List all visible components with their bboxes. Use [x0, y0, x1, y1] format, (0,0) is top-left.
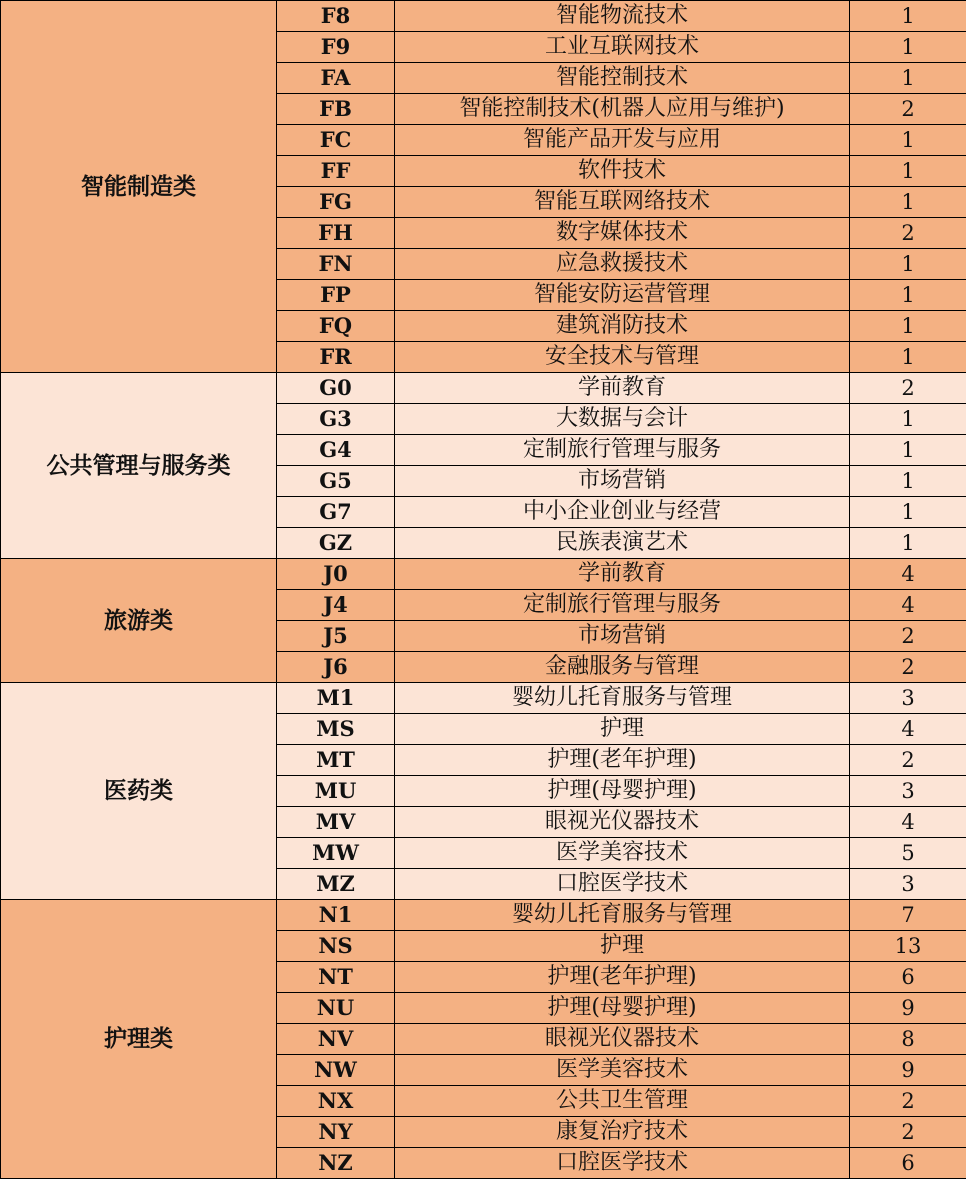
major-cell: 口腔医学技术 — [395, 869, 850, 900]
count-cell: 1 — [850, 63, 966, 94]
category-cell: 旅游类 — [1, 559, 277, 683]
major-cell: 康复治疗技术 — [395, 1117, 850, 1148]
code-cell: MV — [277, 807, 395, 838]
code-cell: G5 — [277, 466, 395, 497]
major-cell: 智能控制技术 — [395, 63, 850, 94]
code-cell: FP — [277, 280, 395, 311]
count-cell: 6 — [850, 962, 966, 993]
code-cell: FF — [277, 156, 395, 187]
code-cell: FH — [277, 218, 395, 249]
count-cell: 1 — [850, 528, 966, 559]
category-cell: 智能制造类 — [1, 1, 277, 373]
major-cell: 智能安防运营管理 — [395, 280, 850, 311]
code-cell: NV — [277, 1024, 395, 1055]
major-cell: 定制旅行管理与服务 — [395, 590, 850, 621]
count-cell: 8 — [850, 1024, 966, 1055]
major-cell: 智能互联网络技术 — [395, 187, 850, 218]
major-cell: 婴幼儿托育服务与管理 — [395, 900, 850, 931]
count-cell: 4 — [850, 807, 966, 838]
major-cell: 智能物流技术 — [395, 1, 850, 32]
major-cell: 建筑消防技术 — [395, 311, 850, 342]
count-cell: 1 — [850, 497, 966, 528]
code-cell: FA — [277, 63, 395, 94]
major-cell: 护理(母婴护理) — [395, 776, 850, 807]
major-cell: 民族表演艺术 — [395, 528, 850, 559]
major-cell: 护理 — [395, 931, 850, 962]
count-cell: 13 — [850, 931, 966, 962]
major-cell: 眼视光仪器技术 — [395, 1024, 850, 1055]
major-cell: 医学美容技术 — [395, 838, 850, 869]
category-cell: 公共管理与服务类 — [1, 373, 277, 559]
count-cell: 2 — [850, 1117, 966, 1148]
code-cell: F9 — [277, 32, 395, 63]
code-cell: G0 — [277, 373, 395, 404]
major-cell: 智能控制技术(机器人应用与维护) — [395, 94, 850, 125]
count-cell: 2 — [850, 745, 966, 776]
count-cell: 1 — [850, 125, 966, 156]
count-cell: 1 — [850, 1, 966, 32]
count-cell: 2 — [850, 373, 966, 404]
major-cell: 软件技术 — [395, 156, 850, 187]
table-row — [1, 373, 966, 404]
count-cell: 2 — [850, 652, 966, 683]
code-cell: NW — [277, 1055, 395, 1086]
major-cell: 学前教育 — [395, 373, 850, 404]
code-cell: FG — [277, 187, 395, 218]
count-cell: 7 — [850, 900, 966, 931]
table-row — [1, 683, 966, 714]
category-cell: 护理类 — [1, 900, 277, 1179]
count-cell: 1 — [850, 311, 966, 342]
code-cell: NX — [277, 1086, 395, 1117]
major-cell: 护理(母婴护理) — [395, 993, 850, 1024]
code-cell: FC — [277, 125, 395, 156]
code-cell: G7 — [277, 497, 395, 528]
major-cell: 智能产品开发与应用 — [395, 125, 850, 156]
code-cell: FQ — [277, 311, 395, 342]
major-cell: 公共卫生管理 — [395, 1086, 850, 1117]
count-cell: 1 — [850, 187, 966, 218]
major-cell: 应急救援技术 — [395, 249, 850, 280]
major-cell: 护理(老年护理) — [395, 962, 850, 993]
major-cell: 工业互联网技术 — [395, 32, 850, 63]
code-cell: MZ — [277, 869, 395, 900]
major-cell: 医学美容技术 — [395, 1055, 850, 1086]
count-cell: 1 — [850, 280, 966, 311]
count-cell: 2 — [850, 1086, 966, 1117]
major-cell: 安全技术与管理 — [395, 342, 850, 373]
count-cell: 9 — [850, 993, 966, 1024]
code-cell: NY — [277, 1117, 395, 1148]
count-cell: 3 — [850, 683, 966, 714]
major-cell: 婴幼儿托育服务与管理 — [395, 683, 850, 714]
code-cell: N1 — [277, 900, 395, 931]
major-cell: 数字媒体技术 — [395, 218, 850, 249]
count-cell: 4 — [850, 559, 966, 590]
count-cell: 1 — [850, 249, 966, 280]
major-cell: 大数据与会计 — [395, 404, 850, 435]
code-cell: J6 — [277, 652, 395, 683]
major-cell: 护理(老年护理) — [395, 745, 850, 776]
count-cell: 2 — [850, 621, 966, 652]
code-cell: MS — [277, 714, 395, 745]
code-cell: NS — [277, 931, 395, 962]
count-cell: 1 — [850, 466, 966, 497]
code-cell: NT — [277, 962, 395, 993]
code-cell: J4 — [277, 590, 395, 621]
major-cell: 金融服务与管理 — [395, 652, 850, 683]
major-cell: 市场营销 — [395, 621, 850, 652]
major-cell: 中小企业创业与经营 — [395, 497, 850, 528]
major-cell: 定制旅行管理与服务 — [395, 435, 850, 466]
code-cell: J5 — [277, 621, 395, 652]
count-cell: 2 — [850, 94, 966, 125]
major-cell: 护理 — [395, 714, 850, 745]
count-cell: 2 — [850, 218, 966, 249]
count-cell: 3 — [850, 776, 966, 807]
code-cell: NZ — [277, 1148, 395, 1179]
code-cell: G4 — [277, 435, 395, 466]
code-cell: MW — [277, 838, 395, 869]
category-cell: 医药类 — [1, 683, 277, 900]
table-row — [1, 1, 966, 32]
count-cell: 6 — [850, 1148, 966, 1179]
code-cell: FR — [277, 342, 395, 373]
code-cell: GZ — [277, 528, 395, 559]
code-cell: J0 — [277, 559, 395, 590]
count-cell: 1 — [850, 156, 966, 187]
code-cell: FB — [277, 94, 395, 125]
count-cell: 3 — [850, 869, 966, 900]
count-cell: 1 — [850, 342, 966, 373]
major-cell: 学前教育 — [395, 559, 850, 590]
major-cell: 市场营销 — [395, 466, 850, 497]
code-cell: FN — [277, 249, 395, 280]
count-cell: 1 — [850, 32, 966, 63]
count-cell: 9 — [850, 1055, 966, 1086]
count-cell: 5 — [850, 838, 966, 869]
code-cell: F8 — [277, 1, 395, 32]
code-cell: MT — [277, 745, 395, 776]
major-cell: 眼视光仪器技术 — [395, 807, 850, 838]
table-body — [1, 1, 966, 1179]
code-cell: NU — [277, 993, 395, 1024]
count-cell: 1 — [850, 435, 966, 466]
count-cell: 4 — [850, 590, 966, 621]
major-cell: 口腔医学技术 — [395, 1148, 850, 1179]
code-cell: MU — [277, 776, 395, 807]
count-cell: 4 — [850, 714, 966, 745]
code-cell: M1 — [277, 683, 395, 714]
table-row — [1, 559, 966, 590]
code-cell: G3 — [277, 404, 395, 435]
table-row — [1, 900, 966, 931]
count-cell: 1 — [850, 404, 966, 435]
